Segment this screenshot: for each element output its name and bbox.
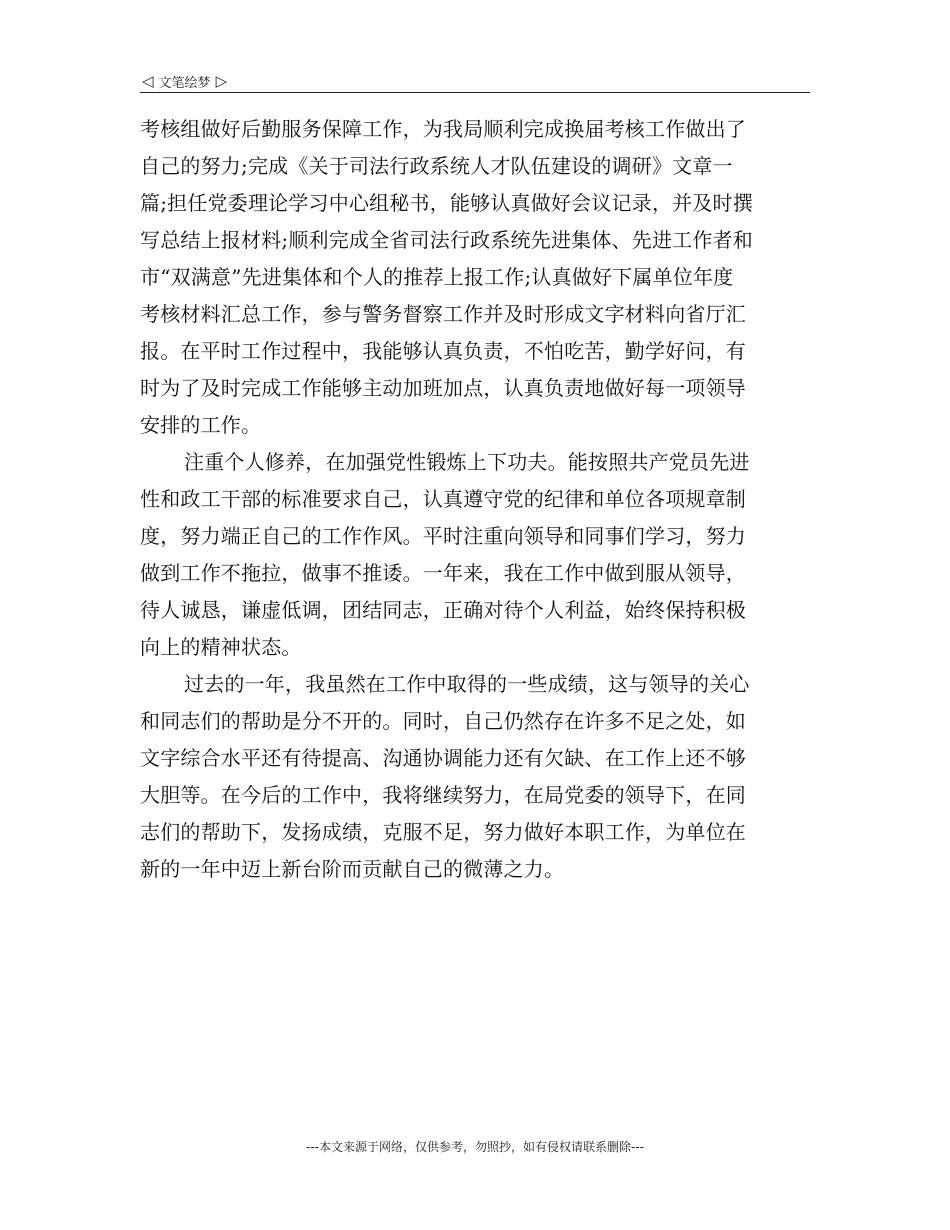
text-line: 自己的努力;完成《关于司法行政系统人才队伍建设的调研》文章一 — [140, 154, 733, 178]
text-line: 大胆等。在今后的工作中，我将继续努力，在局党委的领导下，在同 — [140, 783, 746, 807]
text-line: 待人诚恳，谦虚低调，团结同志，正确对待个人利益，始终保持积极 — [140, 598, 746, 622]
text-line: 度，努力端正自己的工作作风。平时注重向领导和同事们学习，努力 — [140, 524, 746, 548]
text-line: 考核组做好后勤服务保障工作，为我局顺利完成换届考核工作做出了 — [140, 117, 746, 141]
paragraph-start-line: 过去的一年，我虽然在工作中取得的一些成绩，这与领导的关心 — [184, 672, 750, 696]
text-line: 新的一年中迈上新台阶而贡献自己的微薄之力。 — [140, 857, 565, 881]
text-line: 志们的帮助下，发扬成绩，克服不足，努力做好本职工作，为单位在 — [140, 820, 746, 844]
text-line: 向上的精神状态。 — [140, 635, 302, 659]
text-line: 时为了及时完成工作能够主动加班加点，认真负责地做好每一项领导 — [140, 376, 746, 400]
text-line: 和同志们的帮助是分不开的。同时，自己仍然存在许多不足之处，如 — [140, 709, 746, 733]
paragraph-start-line: 注重个人修养，在加强党性锻炼上下功夫。能按照共产党员先进 — [184, 450, 750, 474]
text-line: 文字综合水平还有待提高、沟通协调能力还有欠缺、在工作上还不够 — [140, 746, 746, 770]
text-line: 报。在平时工作过程中，我能够认真负责，不怕吃苦，勤学好问，有 — [140, 339, 746, 363]
text-line: 篇;担任党委理论学习中心组秘书，能够认真做好会议记录，并及时撰 — [140, 191, 753, 215]
text-line: 安排的工作。 — [140, 413, 262, 437]
text-line: 做到工作不拖拉，做事不推诿。一年来，我在工作中做到服从领导， — [140, 561, 746, 585]
text-line: 市“双满意”先进集体和个人的推荐上报工作;认真做好下属单位年度 — [140, 265, 734, 289]
document-body — [140, 111, 812, 888]
page-footer: ---本文来源于网络，仅供参考，勿照抄，如有侵权请联系删除--- — [306, 1140, 644, 1154]
page-header — [140, 70, 810, 93]
text-line: 写总结上报材料;顺利完成全省司法行政系统先进集体、先进工作者和 — [140, 228, 753, 252]
text-line: 考核材料汇总工作，参与警务督察工作并及时形成文字材料向省厅汇 — [140, 302, 746, 326]
header-title: 文笔绘梦 — [158, 75, 211, 91]
text-line: 性和政工干部的标准要求自己，认真遵守党的纪律和单位各项规章制 — [140, 487, 746, 511]
triangle-left-icon: ◁ — [142, 71, 154, 90]
triangle-right-icon: ▷ — [215, 71, 228, 90]
